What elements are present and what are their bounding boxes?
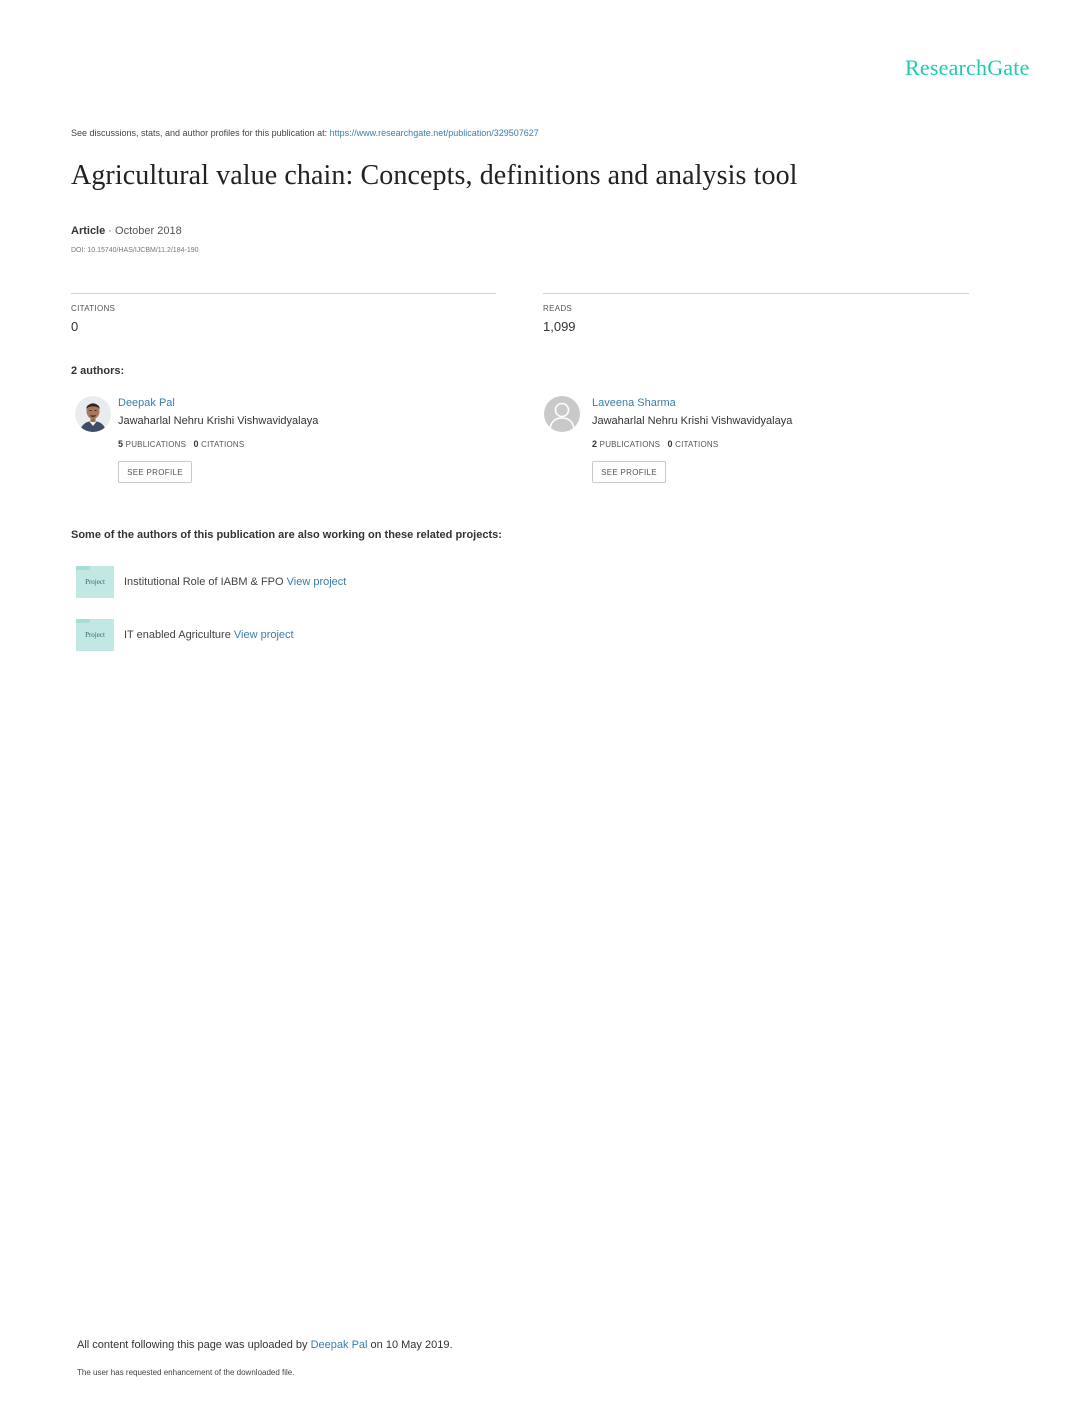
folder-tab [76, 566, 90, 570]
author-citations-count: 0 [667, 439, 673, 449]
meta-separator: · [105, 225, 116, 237]
publication-meta [71, 225, 182, 237]
authors-header: 2 authors: [71, 365, 125, 377]
folder-tab [76, 619, 90, 623]
researchgate-logo[interactable]: ResearchGate [905, 55, 1030, 80]
upload-suffix: on 10 May 2019. [370, 1339, 453, 1351]
author-name-link[interactable]: Deepak Pal [118, 397, 175, 409]
publication-title: Agricultural value chain: Concepts, definitions and analysis tool [71, 160, 798, 191]
reads-value: 1,099 [543, 319, 576, 334]
author-avatar[interactable] [544, 396, 580, 432]
reads-divider [543, 293, 969, 294]
author-publications-count: 2 [592, 439, 598, 449]
project-icon-label: Project [85, 578, 105, 586]
see-discussions-text: See discussions, stats, and author profiles for this publication at: [71, 128, 328, 138]
project-item [124, 576, 346, 588]
publication-date: October 2018 [115, 225, 182, 237]
publication-type: Article [71, 225, 106, 237]
project-item [124, 629, 294, 641]
citations-label: CITATIONS [71, 304, 116, 313]
uploader-link[interactable]: Deepak Pal [310, 1339, 368, 1351]
view-project-link[interactable]: View project [286, 576, 347, 588]
author-institution: Jawaharlal Nehru Krishi Vishwavidyalaya [592, 415, 793, 427]
project-icon-label: Project [85, 631, 105, 639]
author-avatar[interactable] [75, 396, 111, 432]
author-institution: Jawaharlal Nehru Krishi Vishwavidyalaya [118, 415, 319, 427]
author-name-link[interactable]: Laveena Sharma [592, 397, 676, 409]
author-publications-label: PUBLICATIONS [599, 440, 661, 449]
see-profile-button[interactable]: SEE PROFILE [118, 461, 192, 483]
default-avatar-icon [544, 396, 580, 432]
author-citations-label: CITATIONS [675, 440, 719, 449]
upload-prefix: All content following this page was uploaded by [77, 1339, 308, 1351]
upload-notice [77, 1339, 453, 1351]
related-projects-header: Some of the authors of this publication are also working on these related projects: [71, 529, 502, 541]
citations-divider [71, 293, 496, 294]
publication-url-link[interactable]: https://www.researchgate.net/publication/329507627 [329, 128, 539, 138]
project-folder-icon[interactable] [76, 619, 114, 651]
see-profile-button[interactable]: SEE PROFILE [592, 461, 666, 483]
project-folder-icon[interactable] [76, 566, 114, 598]
author-publications-count: 5 [118, 439, 124, 449]
project-title: IT enabled Agriculture [124, 629, 231, 641]
author-stats [592, 439, 718, 449]
reads-label: READS [543, 304, 573, 313]
publication-doi: DOI: 10.15740/HAS/IJCBM/11.2/184-190 [71, 247, 199, 254]
author-stats [118, 439, 244, 449]
see-discussions-line [71, 128, 539, 138]
enhancement-note: The user has requested enhancement of the downloaded file. [77, 1368, 295, 1377]
author-photo-icon [75, 396, 111, 432]
author-publications-label: PUBLICATIONS [125, 440, 187, 449]
citations-value: 0 [71, 319, 79, 334]
author-citations-label: CITATIONS [201, 440, 245, 449]
project-title: Institutional Role of IABM & FPO [124, 576, 284, 588]
author-citations-count: 0 [193, 439, 199, 449]
view-project-link[interactable]: View project [233, 629, 294, 641]
